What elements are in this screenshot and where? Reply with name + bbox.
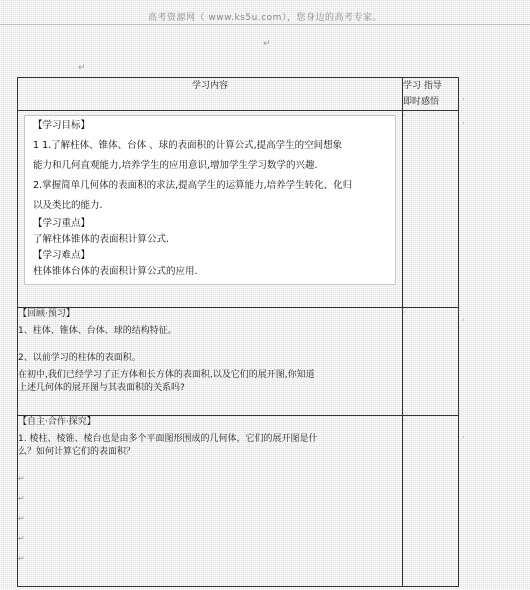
cell-mark: · xyxy=(403,111,406,120)
paragraph-mark: ↵ xyxy=(78,63,86,73)
paragraph-mark: ↵ xyxy=(263,39,271,49)
blank-line: ↵ xyxy=(18,494,25,503)
cell-end-mark: · xyxy=(462,316,465,326)
guide-cell xyxy=(403,111,459,308)
cell-end-mark: · xyxy=(462,433,465,443)
objective-1-line-2: 能力和几何直观能力,培养学生的应用意识,增加学生学习数学的兴趣. xyxy=(33,160,318,171)
explore-q1-line-2: 么？如何计算它们的表面积？ xyxy=(18,447,136,457)
col-header-guide-text: 学习 指导 即时感悟 xyxy=(403,81,442,107)
header-rule xyxy=(0,24,530,25)
objectives-row xyxy=(18,111,459,308)
objective-2-line-2: 以及类比的能力. xyxy=(33,200,103,211)
review-q1: 1、柱体、锥体、台体、球的结构特征。 xyxy=(18,326,177,336)
table-header-row xyxy=(18,78,459,111)
cell-end-mark: · xyxy=(462,119,465,129)
key-points-text: 了解柱体锥体的表面积计算公式. xyxy=(33,234,170,245)
blank-line: ↵ xyxy=(18,534,25,543)
objective-1-line-1: 1 1.了解柱体、锥体、台体 、球的表面积的计算公式,提高学生的空间想象 xyxy=(33,140,343,151)
col-header-guide xyxy=(403,78,459,111)
blank-line: ↵ xyxy=(18,474,25,483)
key-points-title: 【学习重点】 xyxy=(33,218,91,229)
guide-cell xyxy=(403,308,459,416)
explore-q1-line-1: 1. 棱柱、棱锥、棱台也是由多个平面图形围成的几何体，它们的展开图是什 xyxy=(18,434,318,444)
study-table xyxy=(17,77,459,587)
cell-end-mark: · xyxy=(462,95,465,105)
difficulty-title: 【学习难点】 xyxy=(33,250,91,261)
cell-mark: · xyxy=(403,308,406,317)
col-header-content: 学习内容 xyxy=(18,78,403,111)
review-row xyxy=(18,308,459,416)
explore-cell xyxy=(18,416,403,587)
cell-mark: · xyxy=(403,416,406,425)
review-title: 【回顾·预习】 xyxy=(18,309,75,319)
objectives-box xyxy=(24,115,396,285)
objective-2-line-1: 2.掌握简单几何体的表面积的求法,提高学生的运算能力,培养学生转化、化归 xyxy=(33,180,353,191)
blank-line: ↵ xyxy=(18,514,25,523)
page-header: 高考资源网（ www.ks5u.com），您身边的高考专家。 xyxy=(148,13,382,23)
review-cell xyxy=(18,308,403,416)
blank-line: ↵ xyxy=(18,554,25,563)
explore-title: 【自主·合作·探究】 xyxy=(18,417,96,427)
explore-row xyxy=(18,416,459,587)
review-q2-body-2: 上述几何体的展开图与其表面积的关系吗? xyxy=(18,383,185,393)
review-q2: 2、以前学习的柱体的表面积。 xyxy=(18,353,141,363)
objectives-title: 【学习目标】 xyxy=(33,120,91,131)
objectives-cell xyxy=(18,111,403,308)
review-q2-body-1: 在初中,我们已经学习了正方体和长方体的表面积,以及它们的展开图,你知道 xyxy=(18,370,315,380)
guide-cell xyxy=(403,416,459,587)
difficulty-text: 柱体锥体台体的表面积计算公式的应用. xyxy=(33,266,198,277)
